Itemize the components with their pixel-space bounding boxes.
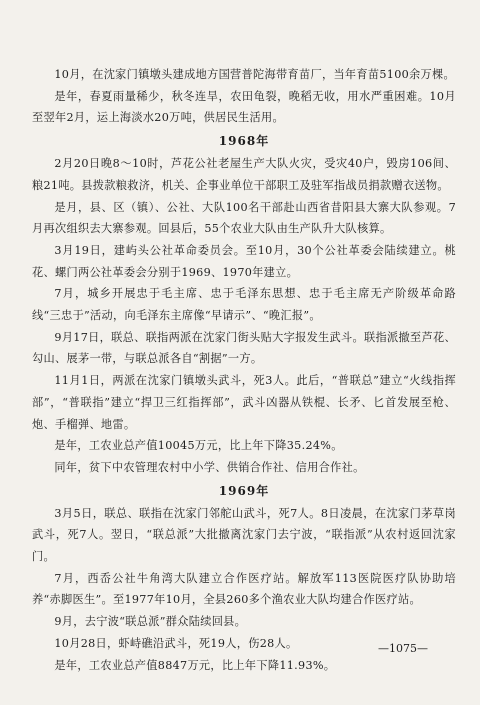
paragraph: 是年，工农业总产值10045万元，比上年下降35.24%。 — [54, 439, 343, 453]
paragraph: 2月20日晚8～10时，芦花公社老屋生产大队火灾，受灾40户，毁房106间、粮21吨。县拨款粮救济，机关、企事业单位干部职工及驻军指战员捐款赠衣送物。 — [32, 157, 456, 192]
paragraph: 同年，贫下中农管理农村中小学、供销合作社、信用合作社。 — [54, 460, 365, 474]
paragraph: 3月19日，建屿头公社革命委员会。至10月，30个公社革委会陆续建立。桃花、螺门两公社革委会分别于1969、1970年建立。 — [32, 243, 456, 279]
paragraph: 10月，在沈家门镇墩头建成地方国营普陀海带育苗厂，当年育苗5100余万棵。 — [54, 68, 456, 81]
paragraph: 11月1日，两派在沈家门镇墩头武斗，死3人。此后，“普联总”建立“火线指挥部”，“普联指”建立“捍卫三红指挥部”，武斗凶器从铁棍、长矛、匕首发展至枪、炮、手榴弹、地雷。 — [32, 374, 456, 431]
year-heading: 1968年 — [218, 134, 270, 149]
year-heading: 1969年 — [218, 483, 270, 498]
paragraph: 10月28日，虾峙礁沿武斗，死19人，伤28人。 — [54, 636, 298, 650]
paragraph: 7月，西岙公社牛角湾大队建立合作医疗站。解放军113医院医疗队协助培养“赤脚医生”。至1977年10月，全县260多个渔农业大队均建合作医疗站。 — [32, 571, 456, 607]
paragraph: 7月，城乡开展忠于毛主席、忠于毛泽东思想、忠于毛主席无产阶级革命路线“三忠于”活动，向毛泽东主席像“早请示”、“晚汇报”。 — [32, 287, 456, 323]
page-number — [0, 642, 480, 655]
paragraph: 是年，工农业总产值8847万元，比上年下降11.93%。 — [54, 658, 336, 672]
page-number-text: —1075— — [378, 642, 428, 655]
paragraph: 9月，去宁波“联总派”群众陆续回县。 — [54, 615, 247, 629]
paragraph: 3月5日，联总、联指在沈家门邻舵山武斗，死7人。8日凌晨，在沈家门茅草岗武斗，死7人。翌日，“联总派”大批撤离沈家门去宁波，“联指派”从农村返回沈家门。 — [32, 506, 456, 564]
paragraph: 是月，县、区（镇）、公社、大队100名干部赴山西省昔阳县大寨大队参观。7月再次组织去大寨参观。回县后，55个农业大队由生产队升大队核算。 — [32, 200, 456, 236]
text-body — [32, 64, 456, 676]
paragraph: 9月17日，联总、联指两派在沈家门街头贴大字报发生武斗。联指派撤至芦花、勾山、展茅一带，与联总派各自“割据”一方。 — [32, 330, 456, 366]
paragraph: 是年，春夏雨量稀少，秋冬连旱，农田龟裂，晚稻无收，用水严重困难。10月至翌年2月，运上海淡水20万吨，供居民生活用。 — [32, 89, 456, 125]
